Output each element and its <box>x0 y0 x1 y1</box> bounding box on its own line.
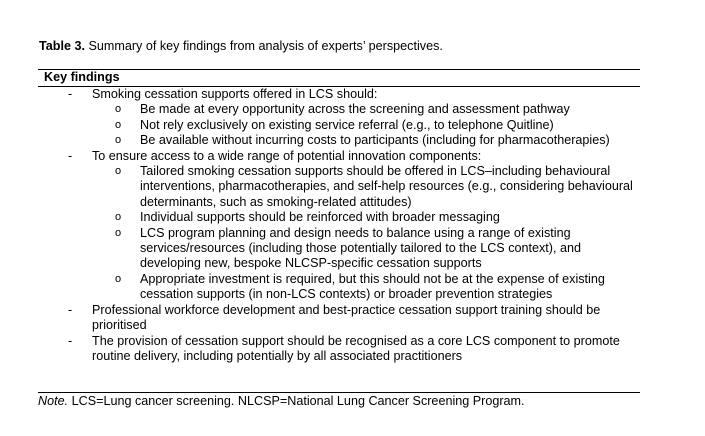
bullet-circle: o <box>115 103 122 116</box>
finding-subitem-text: LCS program planning and design needs to balance using a range of existing services/resources (including those potentially tailored to the LCS context), and developing new, bespoke NLCSP-specific cessation supports <box>140 225 582 271</box>
finding-item <box>38 334 640 365</box>
finding-subitem-text: Be made at every opportunity across the screening and assessment pathway <box>140 102 570 117</box>
finding-subitem <box>38 118 640 133</box>
bullet-circle: o <box>115 118 122 131</box>
finding-subitem <box>38 272 640 303</box>
table-note-text: LCS=Lung cancer screening. NLCSP=National Lung Cancer Screening Program. <box>71 394 525 408</box>
finding-item <box>38 87 640 102</box>
bullet-dash: - <box>68 148 73 163</box>
finding-subitem <box>38 210 640 225</box>
finding-text: Professional workforce development and best-practice cessation support training should be prioritised <box>92 302 601 333</box>
table-bottom-rule <box>38 392 640 393</box>
bullet-dash: - <box>68 333 73 348</box>
finding-subitem-text: Not rely exclusively on existing service referral (e.g., to telephone Quitline) <box>140 117 554 132</box>
finding-item <box>38 149 640 164</box>
table-note-label: Note. <box>38 394 69 408</box>
bullet-circle: o <box>115 226 122 239</box>
bullet-circle: o <box>115 272 122 285</box>
finding-subitem-text: Tailored smoking cessation supports should be offered in LCS–including behavioural interventions, pharmacotherapies, and self-help resources (e.g., considering behavioural determinants, such as smoking-related attitudes) <box>140 164 633 209</box>
finding-subitem-text: Appropriate investment is required, but this should not be at the expense of existing cessation supports (in non-LCS contexts) or broader prevention strategies <box>140 271 605 302</box>
finding-subitem <box>38 164 640 210</box>
bullet-circle: o <box>115 134 122 147</box>
table-header: Key findings <box>44 70 120 84</box>
finding-subitem-text: Individual supports should be reinforced with broader messaging <box>140 210 500 225</box>
finding-subitem-text: Be available without incurring costs to participants (including for pharmacotherapies) <box>140 133 610 148</box>
table-caption-label: Table 3. <box>39 39 85 53</box>
finding-subitem <box>38 226 640 272</box>
bullet-circle: o <box>115 211 122 224</box>
findings-list <box>38 87 640 364</box>
table-caption-text: Summary of key findings from analysis of experts’ perspectives. <box>88 39 443 53</box>
table-note <box>38 394 525 409</box>
table-caption <box>39 39 443 54</box>
finding-text: The provision of cessation support should be recognised as a core LCS component to promote routine delivery, including potentially by all associated practitioners <box>92 333 620 363</box>
bullet-dash: - <box>68 87 73 101</box>
bullet-dash: - <box>68 302 73 317</box>
table-top-rule <box>38 69 640 70</box>
bullet-circle: o <box>115 165 122 178</box>
finding-text: To ensure access to a wide range of potential innovation components: <box>92 148 482 163</box>
finding-item <box>38 303 640 334</box>
finding-subitem <box>38 133 640 148</box>
finding-subitem <box>38 102 640 117</box>
finding-text: Smoking cessation supports offered in LCS should: <box>92 87 378 101</box>
